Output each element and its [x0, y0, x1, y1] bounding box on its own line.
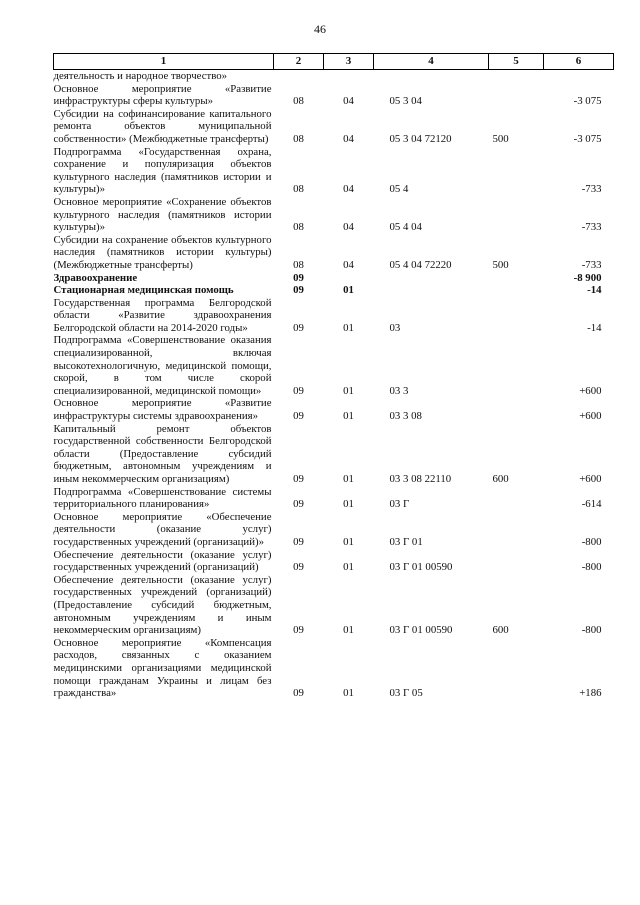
row-name: Основное мероприятие «Сохранение объектов культурного наследия (памятников истории культуры)» — [53, 195, 272, 234]
subsection-code: 04 — [343, 183, 354, 196]
row-name: деятельность и народное творчество» — [53, 70, 228, 82]
subsection-code: 04 — [343, 258, 354, 271]
row-name: Здравоохранение — [53, 271, 138, 284]
subsection-code — [324, 272, 374, 285]
expense-type-code — [489, 397, 544, 422]
table-body — [54, 70, 614, 700]
subsection-code: 01 — [343, 624, 354, 637]
section-code: 09 — [293, 271, 304, 284]
target-article-code: 03 Г 01 00590 — [389, 624, 453, 637]
subsection-code: 01 — [343, 384, 354, 397]
table-row — [54, 146, 614, 196]
section-code: 09 — [293, 473, 304, 485]
subsection-code: 01 — [343, 535, 354, 548]
section-code: 09 — [293, 561, 304, 574]
amount: -733 — [581, 183, 602, 196]
section-code: 09 — [293, 624, 304, 637]
table-row — [54, 397, 614, 422]
section-code: 09 — [293, 410, 304, 423]
expense-type-code: 600 — [492, 473, 509, 485]
amount: +600 — [579, 384, 602, 397]
target-article-code: 05 4 — [389, 183, 409, 196]
target-article-code: 05 4 04 — [389, 221, 422, 234]
section-code: 08 — [293, 95, 304, 108]
target-article-code: 03 Г 01 — [389, 535, 423, 548]
amount: -614 — [581, 498, 602, 511]
row-name: Капитальный ремонт объектов государственной собственности Белгородской области (Предоставление субсидий бюджетным, автономным учреждениям и иным некоммерческим организациям) — [53, 422, 272, 485]
row-name: Подпрограмма «Совершенствование системы территориального планирования» — [53, 485, 272, 511]
column-header-2: 2 — [274, 54, 324, 70]
subsection-code: 01 — [343, 321, 354, 334]
table-row — [54, 272, 614, 285]
amount: -3 075 — [573, 132, 602, 145]
table-row — [54, 637, 614, 700]
section-code: 09 — [293, 687, 304, 700]
section-code: 09 — [293, 498, 304, 511]
target-article-code — [374, 284, 489, 297]
subsection-code: 01 — [343, 498, 354, 511]
expense-type-code: 500 — [492, 132, 509, 145]
table-header — [54, 54, 614, 70]
target-article-code: 03 — [389, 321, 401, 334]
subsection-code: 01 — [343, 687, 354, 700]
column-header-5: 5 — [489, 54, 544, 70]
section-code — [274, 70, 324, 83]
expense-type-code — [489, 334, 544, 397]
row-name: Субсидии на сохранение объектов культурного наследия (памятников истории культуры) (Межбюджетные трансферты) — [53, 233, 272, 271]
expense-type-code — [489, 272, 544, 285]
subsection-code: 04 — [343, 221, 354, 234]
amount: +186 — [579, 687, 602, 700]
expense-type-code — [489, 297, 544, 335]
target-article-code: 03 3 08 — [389, 410, 422, 423]
budget-table — [53, 53, 614, 700]
expense-type-code — [489, 70, 544, 83]
table-row — [54, 83, 614, 108]
row-name: Стационарная медицинская помощь — [53, 284, 234, 297]
section-code: 08 — [293, 132, 304, 145]
amount: -733 — [581, 221, 602, 234]
subsection-code: 04 — [343, 132, 354, 145]
expense-type-code — [489, 511, 544, 549]
target-article-code: 05 4 04 72220 — [389, 258, 452, 271]
expense-type-code — [489, 486, 544, 511]
row-name: Субсидии на софинансирование капитального ремонта объектов муниципальной собственности» (Межбюджетные трансферты) — [53, 107, 272, 145]
section-code: 09 — [293, 321, 304, 334]
table-row — [54, 108, 614, 146]
amount: -800 — [581, 561, 602, 574]
row-name: Основное мероприятие «Развитие инфраструктуры системы здравоохранения» — [53, 397, 272, 423]
amount: +600 — [579, 410, 602, 423]
table-row — [54, 334, 614, 397]
target-article-code — [374, 272, 489, 285]
section-code: 08 — [293, 258, 304, 271]
subsection-code: 01 — [343, 284, 354, 297]
section-code: 09 — [293, 284, 304, 297]
table-row — [54, 70, 614, 83]
column-header-6: 6 — [544, 54, 614, 70]
header-row — [54, 54, 614, 70]
page-number: 46 — [314, 22, 326, 36]
column-header-1: 1 — [54, 54, 274, 70]
subsection-code: 04 — [343, 95, 354, 108]
table-row — [54, 284, 614, 297]
amount: -3 075 — [573, 95, 602, 108]
target-article-code: 03 3 08 22110 — [389, 473, 452, 485]
expense-type-code — [489, 549, 544, 574]
row-name: Основное мероприятие «Развитие инфраструктуры сферы культуры» — [53, 82, 272, 108]
table-row — [54, 511, 614, 549]
column-header-4: 4 — [374, 54, 489, 70]
expense-type-code — [489, 146, 544, 196]
expense-type-code: 600 — [492, 624, 509, 637]
row-name: Подпрограмма «Совершенствование оказания специализированной, включая высокотехнологичную, медицинской помощи, скорой, в том числе скорой специализированной, медицинской помощи» — [53, 334, 272, 397]
subsection-code: 01 — [343, 473, 354, 485]
target-article-code — [374, 70, 489, 83]
amount: -14 — [587, 321, 602, 334]
target-article-code: 03 3 — [389, 384, 409, 397]
table-row — [54, 297, 614, 335]
table-row — [54, 234, 614, 272]
section-code: 09 — [293, 535, 304, 548]
table-row — [54, 486, 614, 511]
row-name: Основное мероприятие «Обеспечение деятельности (оказание услуг) государственных учреждений (организаций)» — [53, 510, 272, 548]
target-article-code: 03 Г — [389, 498, 410, 511]
section-code: 08 — [293, 221, 304, 234]
amount: -800 — [581, 535, 602, 548]
target-article-code: 03 Г 05 — [389, 687, 423, 700]
amount: -8 900 — [573, 271, 602, 284]
target-article-code: 03 Г 01 00590 — [389, 561, 453, 574]
amount: -800 — [581, 624, 602, 637]
expense-type-code — [489, 637, 544, 700]
amount: -14 — [587, 284, 602, 297]
subsection-code: 01 — [343, 410, 354, 423]
row-name: Государственная программа Белгородской области «Развитие здравоохранения Белгородской области на 2014-2020 годы» — [53, 296, 272, 334]
table-row — [54, 574, 614, 637]
expense-type-code: 500 — [492, 258, 509, 271]
target-article-code: 05 3 04 72120 — [389, 132, 452, 145]
section-code: 08 — [293, 183, 304, 196]
table-row — [54, 423, 614, 486]
table-row — [54, 549, 614, 574]
amount — [544, 70, 614, 83]
expense-type-code — [489, 196, 544, 234]
row-name: Обеспечение деятельности (оказание услуг) государственных учреждений (организаций) (Предоставление субсидий бюджетным, автономным учреждениям и иным некоммерческим организациям) — [53, 573, 272, 637]
section-code: 09 — [293, 384, 304, 397]
row-name: Обеспечение деятельности (оказание услуг) государственных учреждений (организаций) — [53, 548, 272, 574]
column-header-3: 3 — [324, 54, 374, 70]
row-name: Основное мероприятие «Компенсация расходов, связанных с оказанием медицинскими организациями медицинской помощи гражданам Украины и лицам без гражданства» — [53, 636, 272, 700]
target-article-code: 05 3 04 — [389, 95, 422, 108]
amount: -733 — [581, 258, 602, 271]
expense-type-code — [489, 284, 544, 297]
subsection-code — [324, 70, 374, 83]
amount: +600 — [579, 473, 602, 485]
subsection-code: 01 — [343, 561, 354, 574]
expense-type-code — [489, 83, 544, 108]
row-name: Подпрограмма «Государственная охрана, сохранение и популяризация объектов культурного наследия (памятников истории и культуры)» — [53, 145, 272, 196]
table-row — [54, 196, 614, 234]
